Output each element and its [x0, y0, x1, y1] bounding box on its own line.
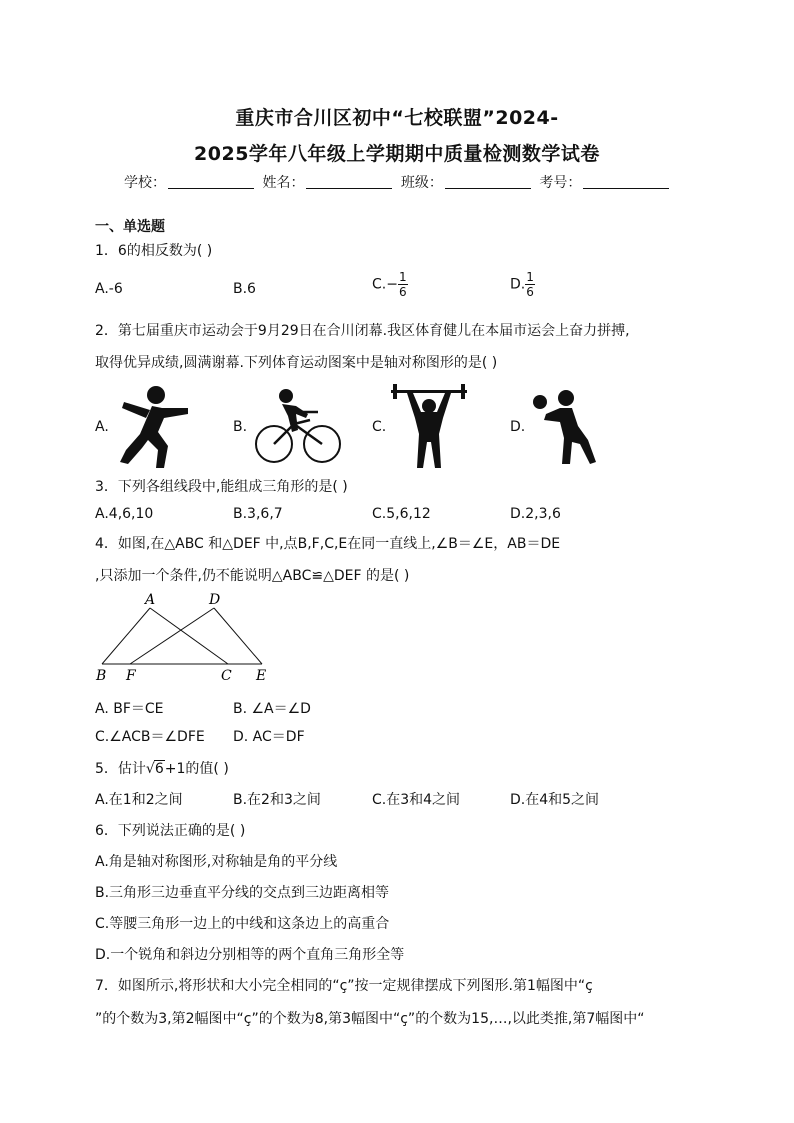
q4-option-c: C.∠ACB＝∠DFE: [95, 729, 205, 745]
q1-option-d-prefix: D.: [510, 276, 526, 293]
school-blank[interactable]: [168, 176, 254, 189]
point-label-c: C: [221, 668, 232, 682]
exam-number-blank[interactable]: [583, 176, 669, 189]
q1-option-d-numerator: 1: [526, 270, 534, 284]
question-2-line1: 2．第七届重庆市运动会于9月29日在合川闭幕.我区体育健儿在本届市运会上奋力拼搏,: [95, 323, 630, 339]
question-3-stem: 3．下列各组线段中,能组成三角形的是( ): [95, 479, 348, 495]
q3-option-d: D.2,3,6: [510, 506, 561, 522]
q5-option-d: D.在4和5之间: [510, 792, 600, 808]
q2-option-c-weightlifter-icon: [389, 384, 469, 470]
question-1-stem: 1．6的相反数为( ): [95, 243, 213, 259]
q1-option-c-fraction: [398, 270, 408, 299]
q5-option-c: C.在3和4之间: [372, 792, 461, 808]
name-label: 姓名：: [262, 175, 305, 191]
exam-title-line1: 重庆市合川区初中“七校联盟”2024-: [235, 107, 559, 129]
q2-option-c-label: C.: [372, 419, 387, 435]
student-info-line: [124, 172, 673, 192]
q6-option-a: A.角是轴对称图形,对称轴是角的平分线: [95, 854, 338, 870]
question-4-line2: ,只添加一个条件,仍不能说明△ABC≌△DEF 的是( ): [95, 568, 410, 584]
q4-triangle-figure: [90, 590, 280, 682]
q1-option-b: B.6: [233, 281, 256, 297]
point-label-a: A: [145, 592, 156, 608]
question-7-line2: ”的个数为3,第2幅图中“ç”的个数为8,第3幅图中“ç”的个数为15,…,以此类推,第7幅图中“: [95, 1011, 645, 1027]
q2-option-b-cyclist-icon: [252, 386, 344, 466]
point-label-e: E: [256, 668, 267, 682]
q2-option-a-runner-icon: [112, 384, 192, 470]
question-7-line1: 7．如图所示,将形状和大小完全相同的“ç”按一定规律摆成下列图形.第1幅图中“ç: [95, 978, 593, 994]
q2-option-d-label: D.: [510, 419, 526, 435]
q1-option-c-prefix: C.−: [372, 276, 398, 293]
q3-option-b: B.3,6,7: [233, 506, 283, 522]
q4-option-d: D. AC＝DF: [233, 729, 305, 745]
q1-option-c-numerator: 1: [398, 270, 407, 284]
q2-option-b-label: B.: [233, 419, 248, 435]
q3-option-a: A.4,6,10: [95, 506, 154, 522]
q2-option-a-label: A.: [95, 419, 109, 435]
school-label: 学校：: [124, 175, 166, 191]
q1-option-a: A.-6: [95, 281, 123, 297]
class-label: 班级：: [400, 175, 443, 191]
q1-option-d-fraction: [525, 270, 535, 299]
point-label-b: B: [96, 668, 107, 682]
point-label-f: F: [126, 668, 136, 682]
question-6-stem: 6．下列说法正确的是( ): [95, 823, 246, 839]
q1-option-c-denominator: 6: [398, 285, 407, 299]
point-label-d: D: [209, 592, 221, 608]
q2-option-d-volleyball-icon: [526, 386, 606, 468]
q5-stem-suffix: +1的值( ): [164, 761, 229, 777]
q1-option-d: [510, 270, 535, 299]
exam-number-label: 考号：: [539, 175, 582, 191]
q5-option-a: A.在1和2之间: [95, 792, 183, 808]
q5-radicand: 6: [154, 761, 164, 777]
question-4-line1: 4．如图,在△ABC 和△DEF 中,点B,F,C,E在同一直线上,∠B＝∠E，AB＝DE: [95, 536, 561, 552]
section-heading-single-choice: 一、单选题: [95, 219, 165, 235]
q1-option-d-denominator: 6: [526, 285, 534, 299]
q3-option-c: C.5,6,12: [372, 506, 431, 522]
exam-title-line2: 2025学年八年级上学期期中质量检测数学试卷: [194, 143, 600, 165]
q1-option-c: [372, 270, 408, 299]
q6-option-b: B.三角形三边垂直平分线的交点到三边距离相等: [95, 885, 390, 901]
q4-option-b: B. ∠A＝∠D: [233, 701, 311, 717]
q5-option-b: B.在2和3之间: [233, 792, 321, 808]
q6-option-d: D.一个锐角和斜边分别相等的两个直角三角形全等: [95, 947, 405, 963]
question-5-stem: [95, 758, 229, 778]
question-2-line2: 取得优异成绩,圆满谢幕.下列体育运动图案中是轴对称图形的是( ): [95, 355, 498, 371]
radical-sign: √: [145, 761, 155, 777]
class-blank[interactable]: [445, 176, 531, 189]
q5-stem-prefix: 5．估计: [95, 761, 146, 777]
q4-option-a: A. BF＝CE: [95, 701, 164, 717]
name-blank[interactable]: [306, 176, 392, 189]
q6-option-c: C.等腰三角形一边上的中线和这条边上的高重合: [95, 916, 390, 932]
